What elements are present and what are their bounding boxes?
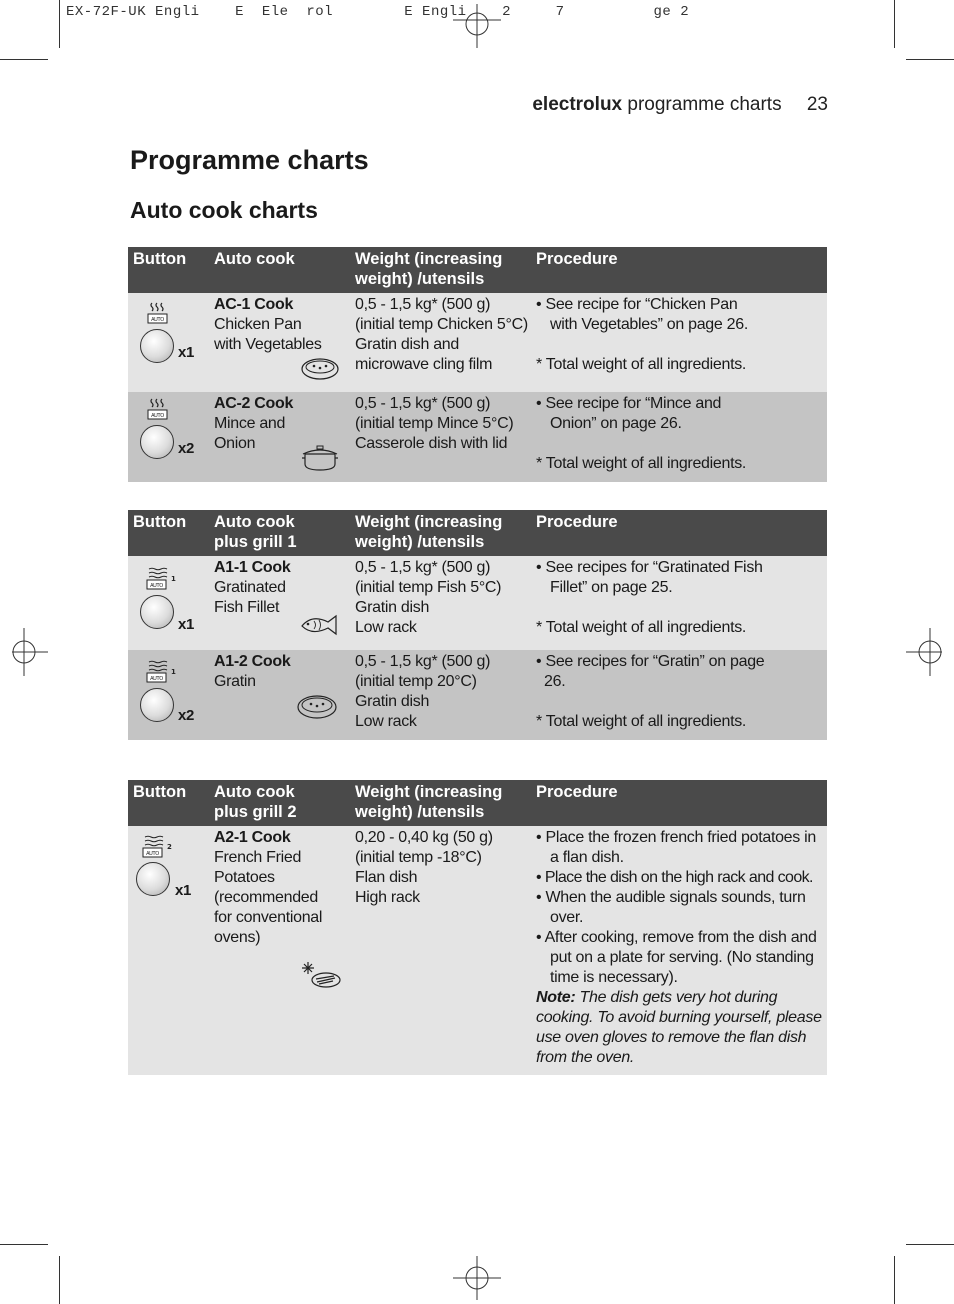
crop-mark: [894, 0, 895, 48]
procedure-step: • When the audible signals sounds, turn over.: [536, 889, 806, 926]
svg-text:AUTO: AUTO: [146, 851, 159, 857]
table-row: [128, 556, 827, 650]
auto-cook-button-knob[interactable]: [140, 425, 174, 459]
header-auto-cook: Auto cook plus grill 2: [214, 783, 297, 821]
registration-mark-icon: [906, 628, 954, 676]
table-row: [128, 826, 827, 1075]
auto-cook-button-knob[interactable]: [140, 329, 174, 363]
press-count: x1: [175, 882, 192, 899]
program-cell: A1-1 Cook Gratinated Fish Fillet: [214, 559, 291, 616]
program-name: AC-2 Cook: [214, 395, 294, 412]
svg-text:1: 1: [171, 668, 176, 676]
header-weight: Weight (increasing weight) /utensils: [355, 783, 503, 821]
svg-text:AUTO: AUTO: [151, 413, 164, 419]
gratin-dish-icon: [300, 355, 340, 383]
auto-microwave-icon: [147, 302, 169, 324]
auto-cook-table: [128, 247, 827, 482]
registration-mark-icon: [0, 628, 48, 676]
auto-cook-grill-2-table: [128, 780, 827, 1075]
procedure-cell: • See recipes for “Gratinated Fish Fillet” on page 25. * Total weight of all ingredients.: [536, 558, 826, 638]
weight-cell: 0,5 - 1,5 kg* (500 g) (initial temp Mince 5°C) Casserole dish with lid: [355, 395, 514, 452]
program-cell: AC-2 Cook Mince and Onion: [214, 395, 294, 452]
frozen-fries-icon: [300, 960, 342, 990]
header-procedure: Procedure: [536, 250, 618, 268]
header-weight: Weight (increasing weight) /utensils: [355, 250, 503, 288]
page-number: 23: [806, 94, 828, 115]
header-button: Button: [133, 783, 187, 801]
header-weight: Weight (increasing weight) /utensils: [355, 513, 503, 551]
crop-mark: [906, 1244, 954, 1245]
auto-cook-button-knob[interactable]: [136, 862, 170, 896]
crop-mark: [59, 0, 60, 48]
press-count: x2: [178, 440, 195, 457]
weight-cell: 0,20 - 0,40 kg (50 g) (initial temp -18°C) Flan dish High rack: [355, 829, 493, 906]
press-count: x1: [178, 344, 195, 361]
crop-mark: [0, 59, 48, 60]
casserole-dish-icon: [300, 442, 340, 472]
crop-mark: [906, 59, 954, 60]
weight-cell: 0,5 - 1,5 kg* (500 g) (initial temp Fish 5°C) Gratin dish Low rack: [355, 559, 502, 636]
table-header: [128, 247, 827, 293]
footnote: * Total weight of all ingredients.: [536, 713, 747, 730]
svg-text:2: 2: [167, 843, 172, 851]
table-row: [128, 392, 827, 482]
note-label: Note:: [536, 989, 576, 1006]
section-name: programme charts: [627, 94, 782, 115]
procedure-cell: • See recipe for “Chicken Pan with Vegetables” on page 26. * Total weight of all ingredients.: [536, 295, 826, 375]
svg-text:AUTO: AUTO: [151, 317, 164, 323]
running-head: [532, 94, 828, 116]
program-name: A1-1 Cook: [214, 559, 291, 576]
program-cell: A2-1 Cook French Fried Potatoes (recommended for conventional ovens): [214, 829, 323, 946]
procedure-cell: • See recipe for “Mince and Onion” on page 26. * Total weight of all ingredients.: [536, 394, 826, 474]
gratin-dish-icon: [296, 692, 338, 722]
press-count: x1: [178, 616, 195, 633]
footnote: * Total weight of all ingredients.: [536, 455, 747, 472]
auto-cook-grill-1-table: [128, 510, 827, 740]
weight-cell: 0,5 - 1,5 kg* (500 g) (initial temp 20°C) Gratin dish Low rack: [355, 653, 491, 730]
brand-name: electrolux: [532, 94, 623, 115]
svg-text:AUTO: AUTO: [150, 583, 163, 589]
registration-mark-icon: [453, 1256, 501, 1304]
program-name: A1-2 Cook: [214, 653, 291, 670]
safety-note: [536, 988, 826, 1068]
header-auto-cook: Auto cook plus grill 1: [214, 513, 297, 551]
procedure-cell: • See recipes for “Gratin” on page 26. * Total weight of all ingredients.: [536, 652, 826, 732]
note-text: The dish gets very hot during cooking. To avoid burning yourself, please use oven gloves to remove the flan dish from the oven.: [536, 989, 822, 1066]
auto-grill-icon: [146, 660, 176, 684]
procedure-step: • Place the dish on the high rack and cook.: [536, 869, 813, 886]
print-slug: EX-72F-UK Engli E Ele rol E Engli 2 7 ge 2: [66, 4, 690, 20]
header-procedure: Procedure: [536, 513, 618, 531]
procedure-cell: [536, 828, 826, 1068]
header-button: Button: [133, 250, 187, 268]
page-title: Programme charts: [130, 145, 369, 175]
footnote: * Total weight of all ingredients.: [536, 356, 747, 373]
section-title: Auto cook charts: [130, 197, 318, 223]
weight-cell: 0,5 - 1,5 kg* (500 g) (initial temp Chicken 5°C) Gratin dish and microwave cling film: [355, 296, 528, 373]
crop-mark: [59, 1256, 60, 1304]
program-name: AC-1 Cook: [214, 296, 294, 313]
program-name: A2-1 Cook: [214, 829, 291, 846]
footnote: * Total weight of all ingredients.: [536, 619, 747, 636]
auto-microwave-icon: [147, 398, 169, 420]
crop-mark: [0, 1244, 48, 1245]
svg-text:AUTO: AUTO: [150, 676, 163, 682]
program-cell: AC-1 Cook Chicken Pan with Vegetables: [214, 296, 322, 353]
auto-cook-button-knob[interactable]: [140, 688, 174, 722]
svg-text:1: 1: [171, 575, 176, 583]
program-cell: A1-2 Cook Gratin: [214, 653, 291, 690]
press-count: x2: [178, 707, 195, 724]
fish-icon: [298, 612, 340, 638]
header-auto-cook: Auto cook: [214, 250, 295, 268]
table-header: [128, 510, 827, 556]
auto-grill-icon: [146, 567, 176, 591]
procedure-step: • Place the frozen french fried potatoes in a flan dish.: [536, 829, 816, 866]
header-button: Button: [133, 513, 187, 531]
table-row: [128, 650, 827, 740]
header-procedure: Procedure: [536, 783, 618, 801]
procedure-step: • After cooking, remove from the dish and put on a plate for serving. (No standing time is necessary).: [536, 929, 817, 986]
auto-grill-icon: [142, 835, 172, 859]
auto-cook-button-knob[interactable]: [140, 595, 174, 629]
crop-mark: [894, 1256, 895, 1304]
table-header: [128, 780, 827, 826]
table-row: [128, 293, 827, 392]
